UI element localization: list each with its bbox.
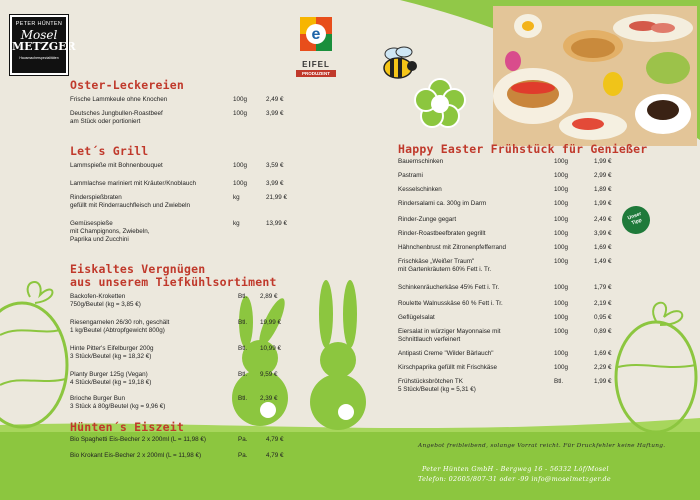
- item-name: Rindersalami ca. 300g im Darm: [398, 200, 487, 207]
- item-unit: 100g: [554, 258, 569, 265]
- item-price: 1,99 €: [594, 200, 612, 207]
- item-name: Pastrami: [398, 172, 423, 179]
- item-name: Lammlachse mariniert mit Kräuter/Knoblauch: [70, 180, 196, 187]
- item-name: Frühstücksbrötchen TK 5 Stück/Beutel (kg = 5,31 €): [398, 378, 476, 393]
- item-unit: 100g: [554, 284, 569, 291]
- eiskalt-title-1: Eiskaltes Vergnügen: [70, 262, 206, 276]
- item-price: 2,19 €: [594, 300, 612, 307]
- item-name: Brioche Burger Bun 3 Stück á 80g/Beutel (kg = 9,96 €): [70, 395, 166, 410]
- grill-title: Let´s Grill: [70, 144, 149, 158]
- list-item: [70, 395, 295, 411]
- item-price: 2,49 €: [594, 216, 612, 223]
- list-item: [398, 284, 623, 292]
- item-name: Deutsches Jungbullen-Roastbeef am Stück oder portioniert: [70, 110, 163, 125]
- logo-line2: Mosel: [20, 28, 58, 42]
- item-price: 10,99 €: [260, 345, 282, 352]
- item-unit: 100g: [554, 230, 569, 237]
- footer-address: Peter Hünten GmbH - Bergweg 16 - 56332 Löf/Mosel: [422, 465, 609, 473]
- item-name: Kesselschinken: [398, 186, 442, 193]
- item-price: 3,99 €: [594, 230, 612, 237]
- item-unit: 100g: [554, 364, 569, 371]
- item-price: 2,49 €: [266, 96, 284, 103]
- item-name: Bio Krokant Eis-Becher 2 x 200ml (L = 11,98 €): [70, 452, 202, 459]
- list-item: [398, 258, 623, 274]
- item-price: 21,99 €: [266, 194, 288, 201]
- item-name: Rinderspießbraten gefüllt mit Rinderrauchfleisch und Zwiebeln: [70, 194, 191, 209]
- eiskalt-title-2: aus unserem Tiefkühlsortiment: [70, 275, 277, 289]
- eifel-icon: [296, 15, 336, 55]
- item-price: 3,99 €: [266, 180, 284, 187]
- item-price: 3,99 €: [266, 110, 284, 117]
- item-price: 1,99 €: [594, 378, 612, 385]
- item-price: 1,49 €: [594, 258, 612, 265]
- item-name: Planty Burger 125g (Vegan) 4 Stück/Beutel (kg = 19,18 €): [70, 371, 152, 386]
- item-name: Bio Spaghetti Eis-Becher 2 x 200ml (L = 11,98 €): [70, 436, 206, 443]
- logo-line3: METZGER: [12, 40, 76, 53]
- item-price: 1,69 €: [594, 244, 612, 251]
- item-name: Rinder-Roastbeefbraten gegrillt: [398, 230, 486, 237]
- list-item: [398, 216, 623, 224]
- item-unit: 100g: [233, 110, 248, 117]
- item-unit: Pa.: [238, 436, 248, 443]
- logo-line1: PETER HÜNTEN: [15, 21, 63, 27]
- item-price: 2,99 €: [594, 172, 612, 179]
- item-name: Backofen-Kroketten 750g/Beutel (kg = 3,85 €): [70, 293, 141, 308]
- unser-tipp-badge: Unser Tipp: [618, 202, 654, 238]
- eifel-produzent-logo: [296, 15, 336, 81]
- item-price: 1,79 €: [594, 284, 612, 291]
- item-price: 13,99 €: [266, 220, 288, 227]
- eifel-tag: PRODUZENT: [296, 70, 336, 77]
- item-price: 19,99 €: [260, 319, 282, 326]
- footer-contact: Telefon: 02605/807-31 oder -99 info@moselmetzger.de: [418, 475, 611, 483]
- list-item: [70, 371, 295, 387]
- item-unit: Pa.: [238, 452, 248, 459]
- list-item: [398, 378, 623, 394]
- item-price: 1,99 €: [594, 158, 612, 165]
- svg-text:e: e: [311, 26, 321, 43]
- item-name: Lammspieße mit Bohnenbouquet: [70, 162, 163, 169]
- item-unit: 100g: [554, 244, 569, 251]
- list-item: [398, 328, 623, 344]
- item-unit: 100g: [233, 162, 248, 169]
- eiszeit-title: Hünten´s Eiszeit: [70, 420, 184, 434]
- item-unit: Btl.: [238, 395, 248, 402]
- easter-title: Happy Easter Frühstück für Genießer: [398, 142, 648, 156]
- flower-icon: [412, 78, 468, 128]
- list-item: [398, 172, 623, 180]
- list-item: [398, 300, 623, 308]
- item-name: Hähnchenbrust mit Zitronenpfefferrand: [398, 244, 507, 251]
- oster-title: Oster-Leckereien: [70, 78, 184, 92]
- item-unit: kg: [233, 220, 240, 227]
- list-item: [398, 364, 623, 372]
- footer-disclaimer: Angebot freibleibend, solange Vorrat reicht. Für Druckfehler keine Haftung.: [418, 443, 666, 449]
- item-unit: 100g: [554, 158, 569, 165]
- list-item: [398, 200, 623, 208]
- item-price: 1,89 €: [594, 186, 612, 193]
- item-unit: Btl.: [554, 378, 564, 385]
- item-price: 4,79 €: [266, 436, 284, 443]
- list-item: [398, 186, 623, 194]
- item-price: 3,59 €: [266, 162, 284, 169]
- list-item: [70, 162, 295, 170]
- item-price: 4,79 €: [266, 452, 284, 459]
- item-name: Frische Lammkeule ohne Knochen: [70, 96, 168, 103]
- item-name: Schinkenräucherkäse 45% Fett i. Tr.: [398, 284, 500, 291]
- item-name: Gemüsespieße mit Champignons, Zwiebeln, Paprika und Zucchini: [70, 220, 150, 243]
- list-item: [70, 436, 295, 444]
- list-item: [70, 452, 295, 460]
- item-unit: kg: [233, 194, 240, 201]
- list-item: [70, 96, 295, 104]
- item-name: Eiersalat in würziger Mayonnaise mit Schnittlauch verfeinert: [398, 328, 501, 343]
- item-name: Antipasti Creme "Wilder Bärlauch": [398, 350, 494, 357]
- item-name: Kirschpaprika gefüllt mit Frischkäse: [398, 364, 498, 371]
- list-item: [398, 314, 623, 322]
- item-name: Rinder-Zunge gegart: [398, 216, 457, 223]
- item-price: 2,39 €: [260, 395, 278, 402]
- item-unit: Btl.: [238, 319, 248, 326]
- item-name: Hinte Pitter's Eifelburger 200g 3 Stück/Beutel (kg = 18,32 €): [70, 345, 154, 360]
- list-item: [70, 293, 295, 309]
- list-item: [70, 319, 295, 335]
- logo-line4: Hausmacherspezialitäten: [19, 56, 59, 60]
- list-item: [398, 350, 623, 358]
- list-item: [398, 244, 623, 252]
- list-item: [70, 110, 295, 126]
- list-item: [398, 230, 623, 238]
- breakfast-photo: [493, 6, 697, 146]
- item-price: 2,89 €: [260, 293, 278, 300]
- list-item: [70, 180, 295, 188]
- list-item: [398, 158, 623, 166]
- item-unit: 100g: [554, 200, 569, 207]
- item-unit: Btl.: [238, 345, 248, 352]
- item-price: 9,59 €: [260, 371, 278, 378]
- item-unit: 100g: [554, 314, 569, 321]
- metzger-logo: [10, 15, 76, 75]
- item-name: Frischkäse „Weißer Traum" mit Gartenkräutern 60% Fett i. Tr.: [398, 258, 492, 273]
- item-price: 2,29 €: [594, 364, 612, 371]
- item-unit: 100g: [554, 216, 569, 223]
- item-unit: 100g: [233, 180, 248, 187]
- item-name: Roulette Walnusskäse 60 % Fett i. Tr.: [398, 300, 503, 307]
- item-price: 0,95 €: [594, 314, 612, 321]
- item-unit: 100g: [554, 350, 569, 357]
- item-unit: 100g: [554, 186, 569, 193]
- item-unit: 100g: [554, 300, 569, 307]
- item-unit: 100g: [233, 96, 248, 103]
- item-unit: 100g: [554, 172, 569, 179]
- item-price: 1,69 €: [594, 350, 612, 357]
- item-name: Riesengarnelen 26/30 roh, geschält 1 kg/Beutel (Abtropfgewicht 800g): [70, 319, 170, 334]
- item-name: Bauernschinken: [398, 158, 444, 165]
- item-price: 0,89 €: [594, 328, 612, 335]
- eifel-word: EIFEL: [302, 60, 330, 69]
- item-unit: Btl.: [238, 293, 248, 300]
- list-item: [70, 194, 295, 210]
- item-unit: 100g: [554, 328, 569, 335]
- list-item: [70, 220, 295, 244]
- item-name: Geflügelsalat: [398, 314, 435, 321]
- easter-egg-left: [0, 275, 70, 435]
- item-unit: Btl.: [238, 371, 248, 378]
- list-item: [70, 345, 295, 361]
